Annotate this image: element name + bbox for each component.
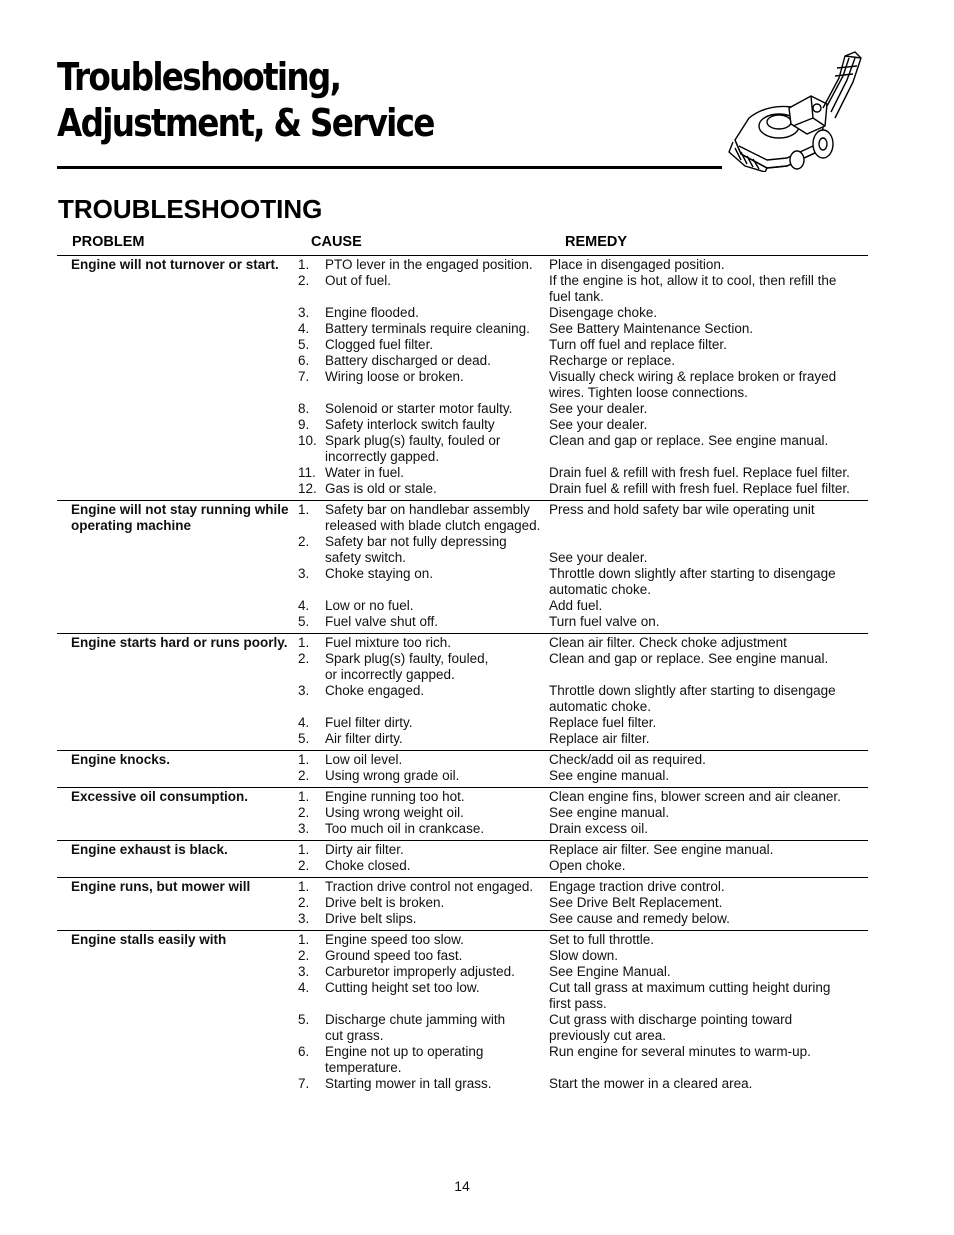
cause-text: Choke engaged.: [325, 683, 425, 698]
cause-number: 3.: [298, 911, 310, 926]
remedy-text: Cut grass with discharge pointing toward: [549, 1012, 793, 1027]
table-row: [57, 385, 868, 401]
cause-text: Starting mower in tall grass.: [325, 1076, 492, 1091]
cause-text: temperature.: [325, 1060, 402, 1075]
problem-text: Engine stalls easily with: [71, 932, 227, 947]
cause-number: [298, 582, 325, 598]
column-header-cause: CAUSE: [311, 234, 362, 250]
cause-number: 2.: [298, 273, 310, 288]
cause-text: Traction drive control not engaged.: [325, 879, 534, 894]
problem-group: [57, 788, 868, 841]
table-row: [57, 895, 868, 911]
remedy-text: automatic choke.: [549, 699, 652, 714]
remedy-text: previously cut area.: [549, 1028, 667, 1043]
problem-text: [57, 550, 298, 566]
table-row: [57, 369, 868, 385]
cause-text: Carburetor improperly adjusted.: [325, 964, 515, 979]
table-row: [57, 353, 868, 369]
problem-group: [57, 501, 868, 634]
table-row: [57, 980, 868, 996]
table-row: [57, 1044, 868, 1060]
problem-text: [57, 651, 298, 667]
problem-text: [57, 996, 298, 1012]
table-row: [57, 683, 868, 699]
problem-text: [57, 980, 298, 996]
table-row: [57, 502, 868, 518]
cause-number: 5.: [298, 731, 310, 746]
problem-text: [57, 1028, 298, 1044]
problem-text: [57, 1076, 298, 1092]
remedy-text: See cause and remedy below.: [549, 911, 730, 926]
remedy-text: Run engine for several minutes to warm-up.: [549, 1044, 811, 1059]
remedy-text: Add fuel.: [549, 598, 603, 613]
cause-text: Cutting height set too low.: [325, 980, 480, 995]
problem-text: Excessive oil consumption.: [71, 789, 249, 804]
table-row: [57, 932, 868, 948]
table-row: [57, 768, 868, 784]
problem-text: [57, 948, 298, 964]
page-number: 14: [454, 1178, 470, 1194]
problem-text: [57, 582, 298, 598]
cause-number: [298, 289, 325, 305]
problem-text: [57, 683, 298, 699]
cause-text: incorrectly gapped.: [325, 449, 440, 464]
table-row: [57, 699, 868, 715]
table-row: [57, 879, 868, 895]
table-row: [57, 481, 868, 497]
cause-text: Safety bar not fully depressing: [325, 534, 507, 549]
table-row: [57, 401, 868, 417]
cause-number: 2.: [298, 805, 310, 820]
problem-text: [57, 858, 298, 874]
cause-text: Too much oil in crankcase.: [325, 821, 485, 836]
cause-text: Battery terminals require cleaning.: [325, 321, 530, 336]
cause-text: Safety bar on handlebar assembly: [325, 502, 530, 517]
table-row: [57, 289, 868, 305]
cause-text: Low or no fuel.: [325, 598, 414, 613]
problem-text: [57, 667, 298, 683]
problem-group: [57, 931, 868, 1095]
remedy-text: [549, 667, 868, 683]
cause-number: 1.: [298, 842, 310, 857]
cause-number: 1.: [298, 932, 310, 947]
cause-text: [325, 996, 549, 1012]
remedy-text: See Drive Belt Replacement.: [549, 895, 723, 910]
page-title-line-1: Troubleshooting,: [57, 55, 341, 99]
cause-text: or incorrectly gapped.: [325, 667, 455, 682]
cause-text: Clogged fuel filter.: [325, 337, 434, 352]
problem-group: [57, 256, 868, 501]
cause-number: 1.: [298, 752, 310, 767]
remedy-text: Replace fuel filter.: [549, 715, 657, 730]
cause-number: 5.: [298, 1012, 310, 1027]
problem-text: [57, 821, 298, 837]
problem-text: [57, 699, 298, 715]
table-row: [57, 948, 868, 964]
remedy-text: Drain fuel & refill with fresh fuel. Replace fuel filter.: [549, 465, 850, 480]
remedy-text: Press and hold safety bar wile operating unit: [549, 502, 815, 517]
cause-number: 4.: [298, 715, 310, 730]
problem-text: Engine starts hard or runs poorly.: [71, 635, 288, 650]
problem-text: [57, 1044, 298, 1060]
remedy-text: Replace air filter. See engine manual.: [549, 842, 774, 857]
cause-number: 7.: [298, 369, 310, 384]
remedy-text: [549, 534, 868, 550]
cause-number: [298, 699, 325, 715]
problem-text: [57, 401, 298, 417]
cause-number: 2.: [298, 948, 310, 963]
remedy-text: Drain fuel & refill with fresh fuel. Replace fuel filter.: [549, 481, 850, 496]
table-row: [57, 417, 868, 433]
cause-number: 1.: [298, 502, 310, 517]
cause-text: Engine not up to operating: [325, 1044, 484, 1059]
cause-text: released with blade clutch engaged.: [325, 518, 541, 533]
table-row: [57, 305, 868, 321]
table-row: [57, 1012, 868, 1028]
column-header-problem: PROBLEM: [72, 234, 145, 250]
cause-text: Using wrong grade oil.: [325, 768, 460, 783]
remedy-text: Visually check wiring & replace broken or frayed: [549, 369, 837, 384]
cause-number: 2.: [298, 858, 310, 873]
problem-text: [57, 731, 298, 747]
cause-text: [325, 699, 549, 715]
cause-number: 9.: [298, 417, 310, 432]
remedy-text: Clean air filter. Check choke adjustment: [549, 635, 787, 650]
cause-text: Safety interlock switch faulty: [325, 417, 495, 432]
cause-text: Air filter dirty.: [325, 731, 403, 746]
remedy-text: Place in disengaged position.: [549, 257, 725, 272]
cause-number: 3.: [298, 964, 310, 979]
cause-text: [325, 289, 549, 305]
cause-text: Fuel valve shut off.: [325, 614, 439, 629]
cause-text: Ground speed too fast.: [325, 948, 463, 963]
remedy-text: Set to full throttle.: [549, 932, 655, 947]
cause-text: Choke staying on.: [325, 566, 434, 581]
cause-number: 1.: [298, 789, 310, 804]
table-row: [57, 273, 868, 289]
problem-group: [57, 751, 868, 788]
cause-text: Engine flooded.: [325, 305, 419, 320]
remedy-text: Clean and gap or replace. See engine manual.: [549, 433, 829, 448]
cause-text: PTO lever in the engaged position.: [325, 257, 533, 272]
remedy-text: Disengage choke.: [549, 305, 658, 320]
lawn-mower-illustration: [727, 48, 862, 172]
cause-number: 4.: [298, 598, 310, 613]
cause-text: Battery discharged or dead.: [325, 353, 491, 368]
table-row: [57, 651, 868, 667]
table-row: [57, 805, 868, 821]
problem-text: [57, 964, 298, 980]
remedy-text: Replace air filter.: [549, 731, 650, 746]
problem-group: [57, 841, 868, 878]
table-row: [57, 449, 868, 465]
remedy-text: Open choke.: [549, 858, 626, 873]
problem-text: [57, 481, 298, 497]
cause-number: 3.: [298, 683, 310, 698]
problem-text: [57, 353, 298, 369]
problem-text: [57, 321, 298, 337]
remedy-text: See engine manual.: [549, 768, 670, 783]
table-row: [57, 752, 868, 768]
cause-number: 2.: [298, 895, 310, 910]
remedy-text: Engage traction drive control.: [549, 879, 725, 894]
cause-number: 5.: [298, 337, 310, 352]
problem-text: [57, 417, 298, 433]
cause-number: [298, 1028, 325, 1044]
problem-text: [57, 805, 298, 821]
remedy-text: wires. Tighten loose connections.: [549, 385, 748, 400]
remedy-text: See your dealer.: [549, 401, 648, 416]
section-title: TROUBLESHOOTING: [58, 194, 323, 224]
table-row: [57, 518, 868, 534]
table-row: [57, 842, 868, 858]
problem-text: [57, 598, 298, 614]
remedy-text: first pass.: [549, 996, 607, 1011]
problem-text: Engine will not turnover or start.: [71, 257, 279, 272]
table-row: [57, 582, 868, 598]
cause-text: Spark plug(s) faulty, fouled or: [325, 433, 501, 448]
table-row: [57, 821, 868, 837]
problem-text: Engine will not stay running while: [71, 502, 289, 517]
cause-number: 6.: [298, 353, 310, 368]
table-row: [57, 964, 868, 980]
remedy-text: Turn off fuel and replace filter.: [549, 337, 727, 352]
table-row: [57, 1076, 868, 1092]
cause-number: 4.: [298, 980, 310, 995]
title-divider: [57, 166, 722, 169]
table-row: [57, 257, 868, 273]
cause-number: [298, 550, 325, 566]
problem-text: [57, 465, 298, 481]
cause-text: Low oil level.: [325, 752, 403, 767]
problem-text: [57, 534, 298, 550]
remedy-text: Clean and gap or replace. See engine manual.: [549, 651, 829, 666]
problem-text: [57, 1012, 298, 1028]
cause-text: Choke closed.: [325, 858, 411, 873]
table-row: [57, 715, 868, 731]
cause-number: 8.: [298, 401, 310, 416]
remedy-text: See your dealer.: [549, 417, 648, 432]
table-row: [57, 337, 868, 353]
cause-text: safety switch.: [325, 550, 407, 565]
cause-number: 10.: [298, 433, 317, 448]
cause-text: Dirty air filter.: [325, 842, 404, 857]
table-row: [57, 1060, 868, 1076]
cause-text: Gas is old or stale.: [325, 481, 437, 496]
cause-number: 2.: [298, 534, 310, 549]
problem-group: [57, 634, 868, 751]
problem-text: [57, 911, 298, 927]
remedy-text: Recharge or replace.: [549, 353, 676, 368]
cause-number: 12.: [298, 481, 317, 496]
problem-text: operating machine: [71, 518, 192, 533]
remedy-text: fuel tank.: [549, 289, 604, 304]
remedy-text: Throttle down slightly after starting to disengage: [549, 566, 836, 581]
cause-number: 1.: [298, 635, 310, 650]
problem-text: [57, 768, 298, 784]
cause-number: 6.: [298, 1044, 310, 1059]
cause-text: Fuel filter dirty.: [325, 715, 413, 730]
problem-text: Engine knocks.: [71, 752, 171, 767]
problem-text: [57, 305, 298, 321]
table-row: [57, 598, 868, 614]
cause-number: [298, 667, 325, 683]
table-row: [57, 614, 868, 630]
remedy-text: [549, 1060, 868, 1076]
cause-text: Solenoid or starter motor faulty.: [325, 401, 513, 416]
problem-text: [57, 566, 298, 582]
cause-text: Fuel mixture too rich.: [325, 635, 452, 650]
table-row: [57, 635, 868, 651]
remedy-text: [549, 518, 868, 534]
remedy-text: Cut tall grass at maximum cutting height during: [549, 980, 831, 995]
remedy-text: See your dealer.: [549, 550, 648, 565]
problem-text: [57, 337, 298, 353]
table-row: [57, 996, 868, 1012]
problem-text: [57, 289, 298, 305]
remedy-text: Slow down.: [549, 948, 619, 963]
cause-number: 3.: [298, 821, 310, 836]
cause-text: Engine running too hot.: [325, 789, 465, 804]
cause-text: Out of fuel.: [325, 273, 392, 288]
table-row: [57, 433, 868, 449]
cause-text: Discharge chute jamming with: [325, 1012, 506, 1027]
cause-number: 1.: [298, 257, 310, 272]
table-row: [57, 534, 868, 550]
cause-number: 2.: [298, 651, 310, 666]
problem-text: [57, 715, 298, 731]
remedy-text: Start the mower in a cleared area.: [549, 1076, 753, 1091]
cause-text: Water in fuel.: [325, 465, 405, 480]
table-row: [57, 566, 868, 582]
remedy-text: [549, 449, 868, 465]
problem-text: Engine runs, but mower will: [71, 879, 251, 894]
cause-number: [298, 449, 325, 465]
cause-number: 5.: [298, 614, 310, 629]
cause-text: Drive belt slips.: [325, 911, 417, 926]
remedy-text: If the engine is hot, allow it to cool, then refill the: [549, 273, 837, 288]
table-row: [57, 911, 868, 927]
cause-text: [325, 582, 549, 598]
cause-number: [298, 518, 325, 534]
cause-number: 2.: [298, 768, 310, 783]
table-row: [57, 1028, 868, 1044]
cause-text: cut grass.: [325, 1028, 384, 1043]
cause-number: 3.: [298, 305, 310, 320]
table-row: [57, 321, 868, 337]
table-row: [57, 465, 868, 481]
table-row: [57, 731, 868, 747]
page-title-line-2: Adjustment, & Service: [57, 101, 434, 145]
remedy-text: See Battery Maintenance Section.: [549, 321, 754, 336]
cause-text: Engine speed too slow.: [325, 932, 464, 947]
remedy-text: Drain excess oil.: [549, 821, 649, 836]
problem-text: [57, 449, 298, 465]
problem-text: [57, 895, 298, 911]
remedy-text: See Engine Manual.: [549, 964, 671, 979]
remedy-text: automatic choke.: [549, 582, 652, 597]
problem-text: [57, 369, 298, 385]
cause-text: Drive belt is broken.: [325, 895, 445, 910]
table-row: [57, 858, 868, 874]
troubleshooting-table: [57, 255, 868, 1095]
cause-text: Spark plug(s) faulty, fouled,: [325, 651, 489, 666]
problem-text: [57, 614, 298, 630]
cause-number: [298, 1060, 325, 1076]
problem-text: Engine exhaust is black.: [71, 842, 228, 857]
cause-number: 3.: [298, 566, 310, 581]
remedy-text: See engine manual.: [549, 805, 670, 820]
cause-text: Wiring loose or broken.: [325, 369, 464, 384]
remedy-text: Turn fuel valve on.: [549, 614, 660, 629]
cause-number: 1.: [298, 879, 310, 894]
problem-text: [57, 433, 298, 449]
cause-number: 4.: [298, 321, 310, 336]
cause-text: [325, 385, 549, 401]
cause-number: [298, 385, 325, 401]
remedy-text: Check/add oil as required.: [549, 752, 706, 767]
cause-number: [298, 996, 325, 1012]
table-row: [57, 789, 868, 805]
problem-text: [57, 273, 298, 289]
problem-group: [57, 878, 868, 931]
column-header-remedy: REMEDY: [565, 234, 628, 250]
remedy-text: Throttle down slightly after starting to disengage: [549, 683, 836, 698]
cause-number: 11.: [298, 465, 316, 480]
remedy-text: Clean engine fins, blower screen and air cleaner.: [549, 789, 841, 804]
table-row: [57, 667, 868, 683]
cause-text: Using wrong weight oil.: [325, 805, 464, 820]
cause-number: 7.: [298, 1076, 310, 1091]
problem-text: [57, 1060, 298, 1076]
page-title: [57, 54, 495, 146]
problem-text: [57, 385, 298, 401]
table-row: [57, 550, 868, 566]
